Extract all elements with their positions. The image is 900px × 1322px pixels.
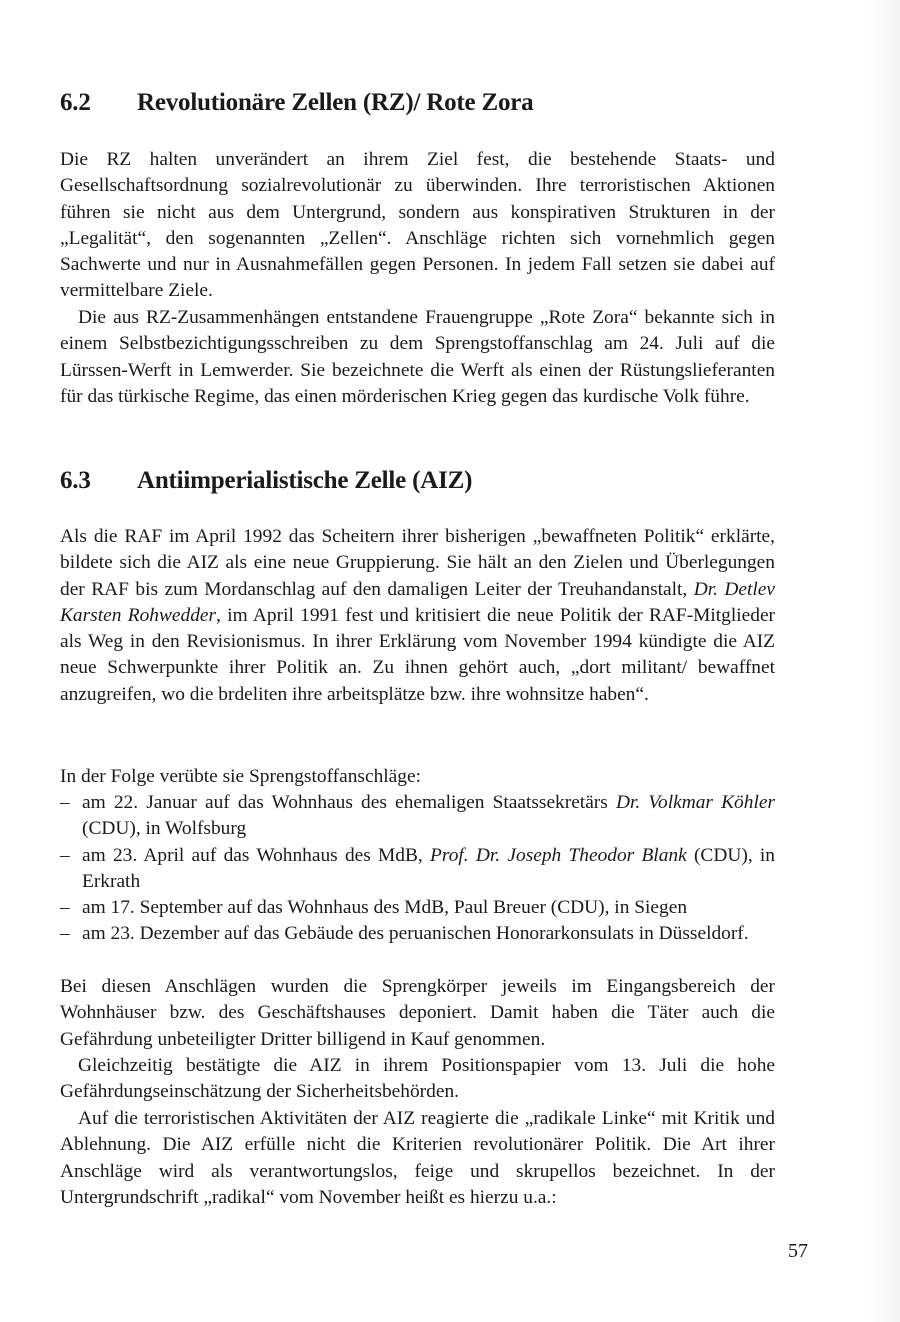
list-item <box>60 921 775 947</box>
person-name: Prof. Dr. Joseph Theodor Blank <box>430 844 687 866</box>
text-span: am 17. September auf das Wohnhaus des MdB, Paul Breuer (CDU), in Siegen <box>82 897 688 919</box>
list-item <box>60 843 775 896</box>
section-number: 6.3 <box>60 467 91 494</box>
section-title: Antiimperialistische Zelle (AIZ) <box>137 467 473 494</box>
text-span: (CDU), in Wolfsburg <box>82 818 247 840</box>
text-span: am 23. Dezember auf das Gebäude des peruanischen Honorarkonsulats in Düsseldorf. <box>82 923 749 945</box>
list-item <box>60 895 775 921</box>
section-title: Revolutionäre Zellen (RZ)/ Rote Zora <box>137 89 534 116</box>
person-name: Dr. Detlev Karsten Rohwedder <box>60 578 775 626</box>
text-span: Als die RAF im April 1992 das Scheitern ihrer bisherigen „bewaffneten Politik“ erklärte, bildete sich die AIZ als eine neue Gruppierung. Sie hält an den Zielen und Überlegungen der RAF bis zum Mordanschlag auf den damaligen Leiter der Treuhandanstalt, <box>60 526 775 600</box>
paragraph: Gleichzeitig bestätigte die AIZ in ihrem Positionspapier vom 13. Juli die hohe Gefährdungseinschätzung der Sicherheitsbehörden. <box>60 1055 775 1103</box>
text-span: (CDU), in Erkrath <box>82 844 775 892</box>
dash-bullet: – <box>60 844 70 866</box>
dash-bullet: – <box>60 923 70 945</box>
text-span: am 22. Januar auf das Wohnhaus des ehemaligen Staatssekretärs <box>82 792 616 813</box>
paragraph <box>60 524 775 708</box>
attack-list <box>60 790 775 948</box>
dash-bullet: – <box>60 897 70 919</box>
section-number: 6.2 <box>60 89 91 116</box>
paragraph: Bei diesen Anschlägen wurden die Sprengkörper jeweils im Eingangsbereich der Wohnhäuser bzw. des Geschäftshauses deponiert. Damit haben die Täter auch die Gefährdung unbeteiligter Dritter billigend in Kauf genommen. <box>60 976 775 1050</box>
list-item <box>60 790 775 843</box>
section-6-2-heading <box>60 88 775 118</box>
page-edge-shadow <box>870 0 900 1322</box>
section-6-3-heading <box>60 466 775 496</box>
paragraph: Auf die terroristischen Aktivitäten der AIZ reagierte die „radikale Linke“ mit Kritik und Ablehnung. Die AIZ erfülle nicht die Kriterien revolutionärer Politik. Die Art ihrer Anschläge wird als verantwortungslos, feige und skrupellos bezeichnet. In der Untergrundschrift „radikal“ vom November heißt es hierzu u.a.: <box>60 1108 775 1208</box>
list-intro: In der Folge verübte sie Sprengstoffanschläge: <box>60 766 421 787</box>
page-number: 57 <box>788 1240 808 1262</box>
paragraph: Die aus RZ-Zusammenhängen entstandene Frauengruppe „Rote Zora“ bekannte sich in einem Selbstbezichtigungsschreiben zu dem Sprengstoffanschlag am 24. Juli auf die Lürssen-Werft in Lemwerder. Sie bezeichnete die Werft als einen der Rüstungslieferanten für das türkische Regime, das einen mörderischen Krieg gegen das kurdische Volk führe. <box>60 307 775 407</box>
dash-bullet: – <box>60 792 70 813</box>
person-name: Dr. Volkmar Köhler <box>615 792 775 813</box>
text-span: , im April 1991 fest und kritisiert die neue Politik der RAF-Mitglieder als Weg in den Revisionismus. In ihrer Erklärung vom November 1994 kündigte die AIZ neue Schwerpunkte ihrer Politik an. Zu ihnen gehört auch, „dort militant/ bewaffnet anzugreifen, wo die brdeliten ihre arbeitsplätze bzw. ihre wohnsitze haben“. <box>60 604 776 705</box>
paragraph: Die RZ halten unverändert an ihrem Ziel fest, die bestehende Staats- und Gesellschaftsordnung sozialrevolutionär zu überwinden. Ihre terroristischen Aktionen führen sie nicht aus dem Untergrund, sondern aus konspirativen Strukturen in der „Legalität“, den sogenannten „Zellen“. Anschläge richten sich vornehmlich gegen Sachwerte und nur in Ausnahmefällen gegen Personen. In jedem Fall setzen sie dabei auf vermittelbare Ziele. <box>60 149 775 302</box>
text-span: am 23. April auf das Wohnhaus des MdB, <box>82 844 431 866</box>
